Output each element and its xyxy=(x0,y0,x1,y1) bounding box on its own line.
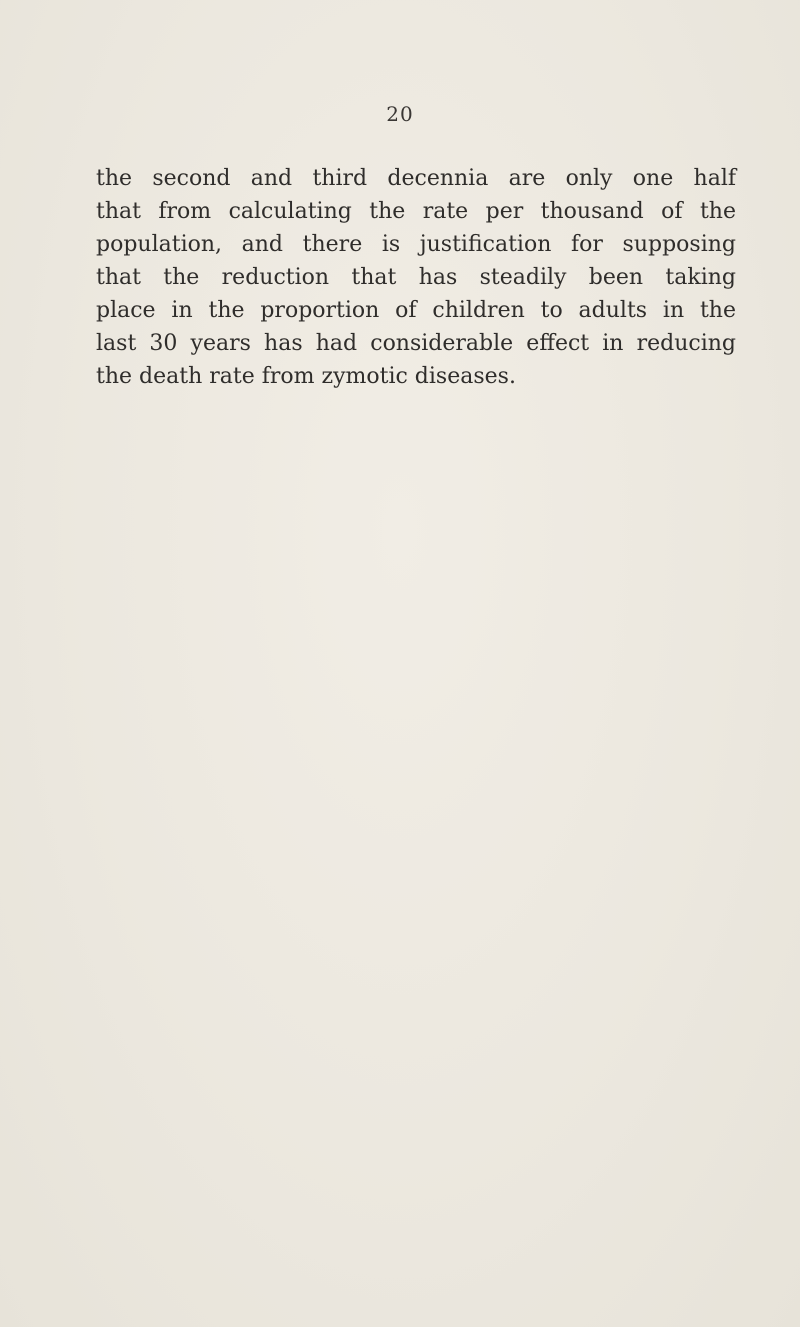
text-line: place in the proportion of children to adults in the xyxy=(96,298,736,323)
text-line: the death rate from zymotic diseases. xyxy=(96,364,516,389)
text-line: population, and there is justification for supposing xyxy=(96,232,736,257)
page-number: 20 xyxy=(386,102,414,126)
text-line: that from calculating the rate per thousand of the xyxy=(96,199,736,224)
text-line: that the reduction that has steadily been taking xyxy=(96,265,736,290)
body-paragraph xyxy=(96,162,736,393)
text-line: the second and third decennia are only one half xyxy=(96,166,736,191)
text-line: last 30 years has had considerable effect in reducing xyxy=(96,331,736,356)
